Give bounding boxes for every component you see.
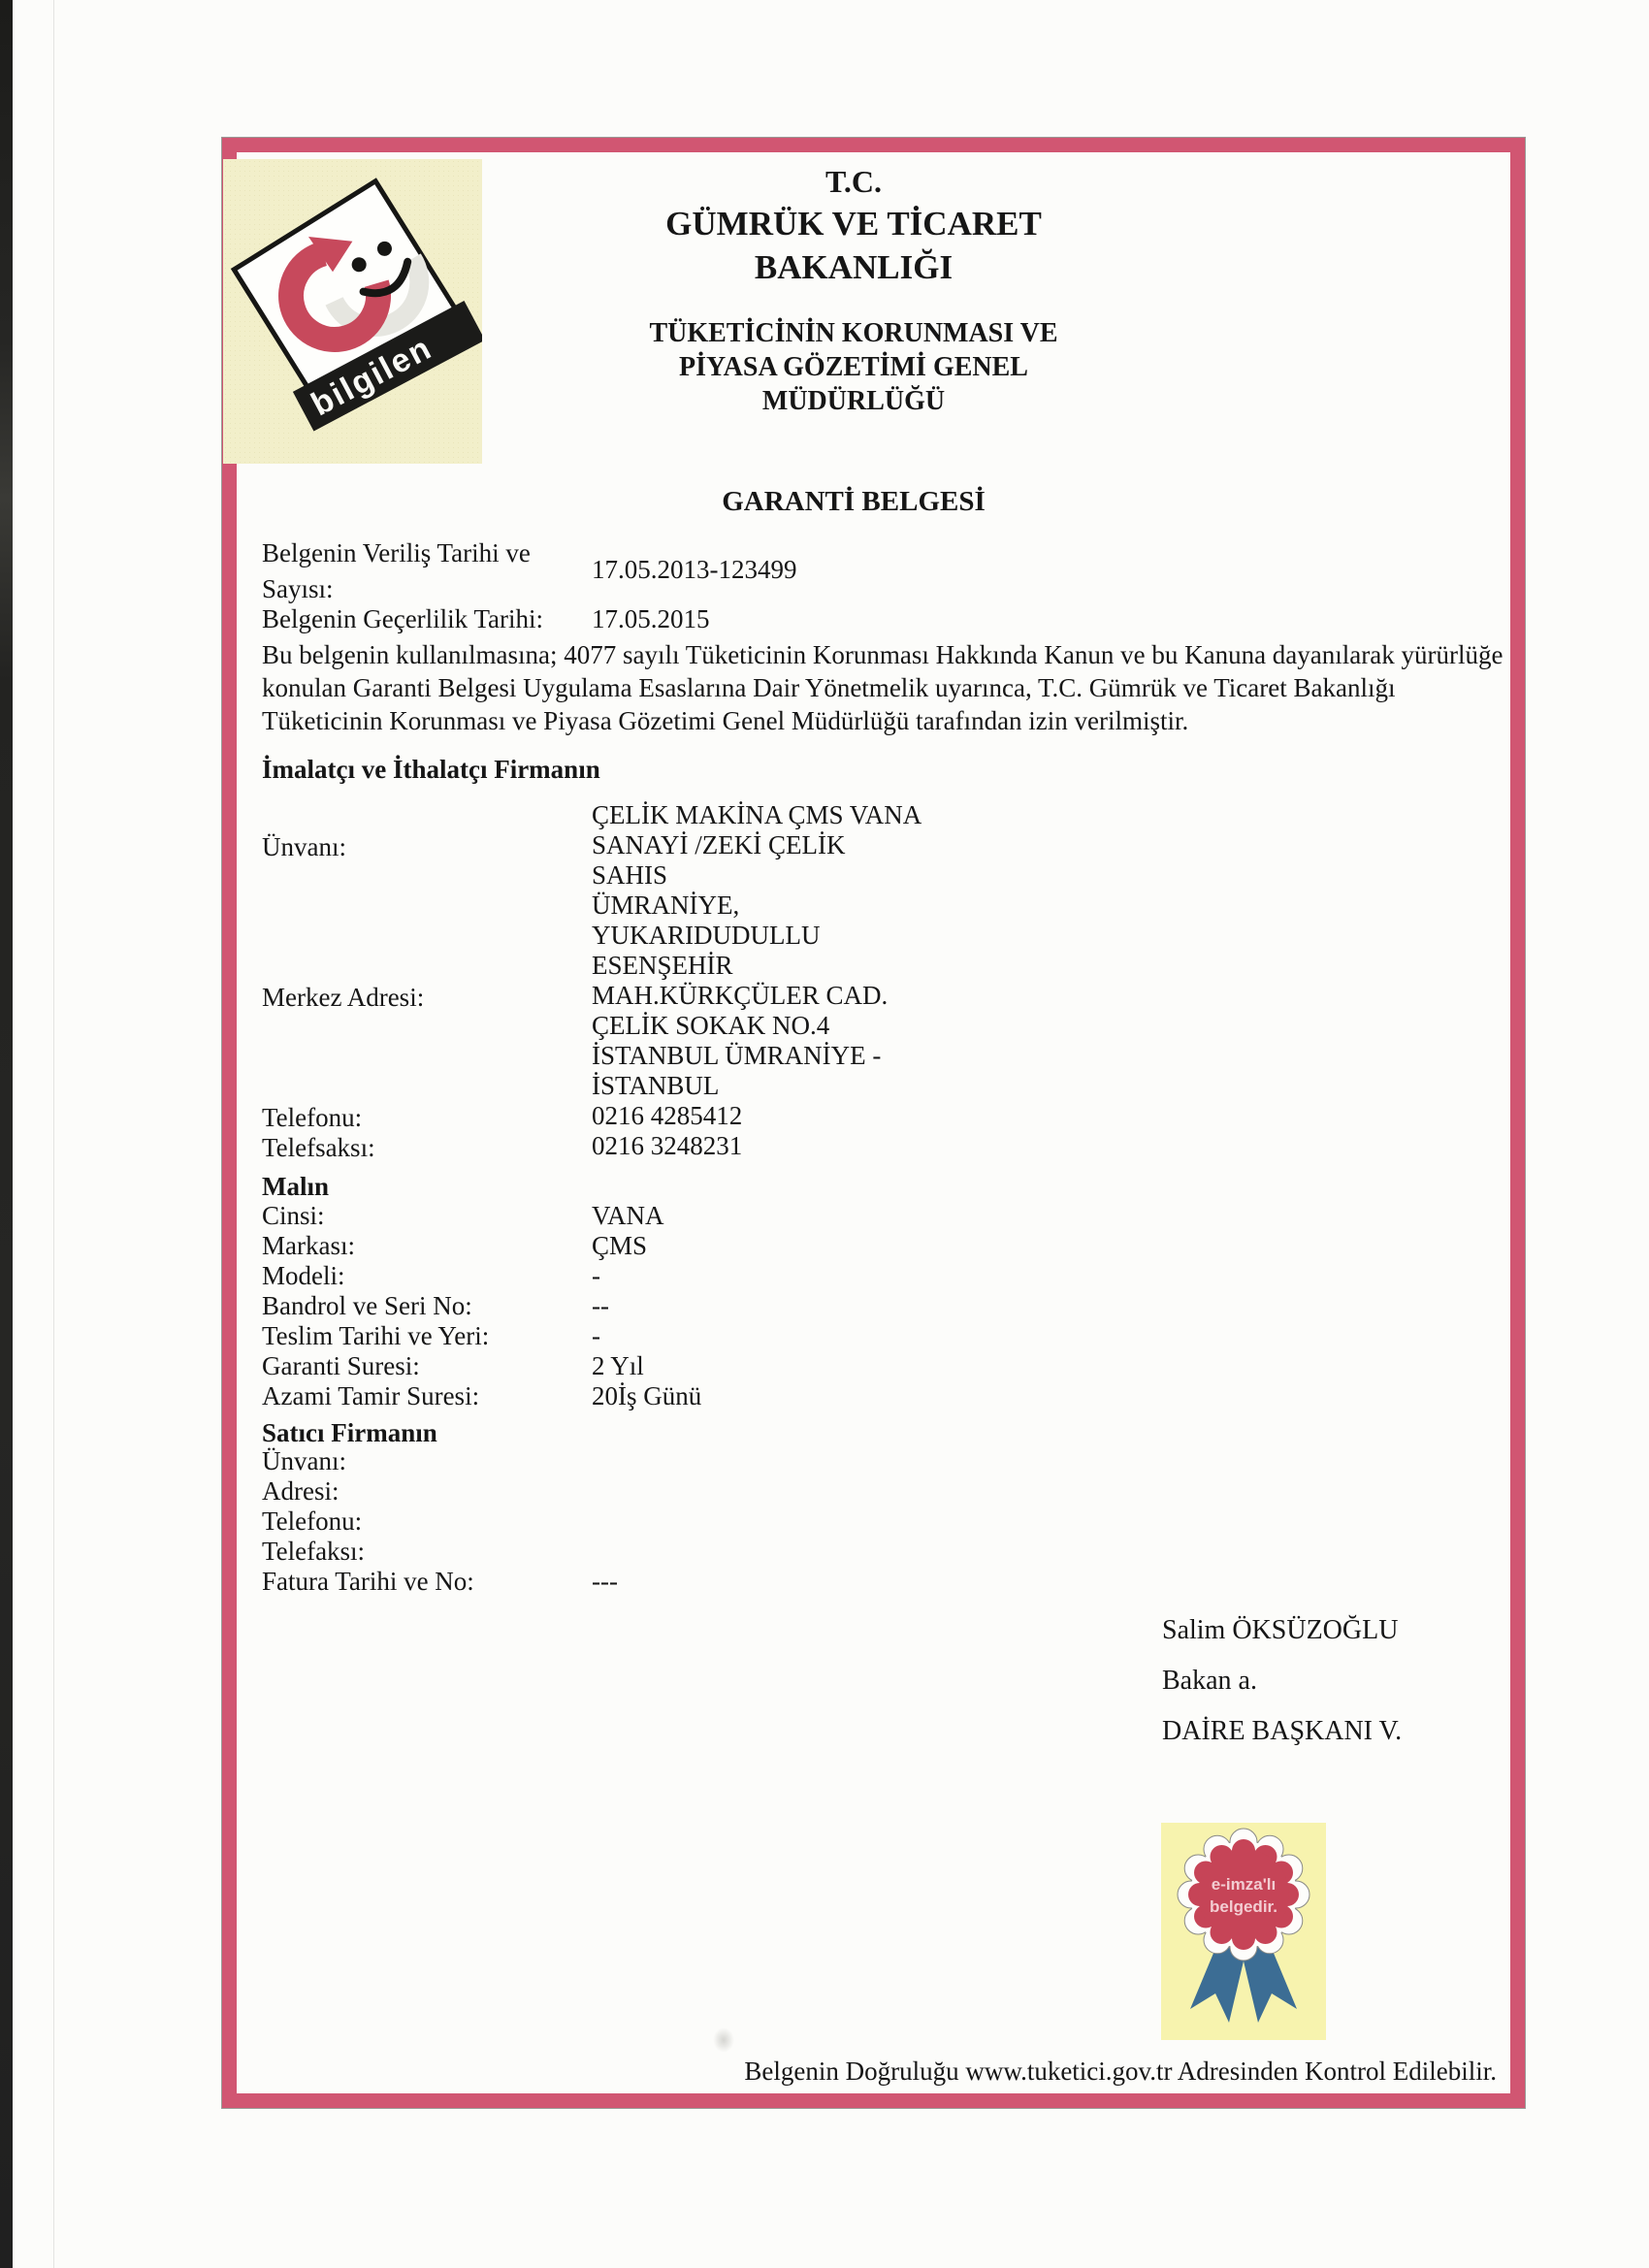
bilgilen-logo [223,159,482,464]
ministry-name-line2: BAKANLIĞI [754,248,954,286]
field-label: Cinsi: [262,1201,325,1230]
field-value: ÇMS [592,1231,648,1260]
product-row-modeli [262,1261,701,1291]
manufacturer-fax-label: Telefsaksı: [262,1133,375,1162]
permission-paragraph: Bu belgenin kullanılmasına; 4077 sayılı Tüketicinin Korunması Hakkında Kanun ve bu Kanuna dayanılarak yürürlüğe konulan Garanti Belgesi Uygulama Esaslarına Dair Yönetmelik uyarınca, T.C. Gümrük ve Ticaret Bakanlığı Tüketicinin Korunması ve Piyasa Gözetimi Genel Müdürlüğü tarafından izin verilmiştir. [262,640,1504,735]
document-title: GARANTİ BELGESİ [722,486,986,517]
manufacturer-values-column [592,800,922,1161]
product-row-cinsi [262,1201,701,1231]
signatory-title-1: Bakan a. [1162,1666,1257,1696]
ministry-header [504,161,1203,418]
product-section-heading: Malın [262,1172,330,1201]
bilgilen-logo-graphic [223,159,482,464]
field-label: Adresi: [262,1476,340,1506]
product-row-teslim [262,1321,701,1351]
field-label: Teslim Tarihi ve Yeri: [262,1321,490,1350]
issue-date-label: Belgenin Veriliş Tarihi ve Sayısı: [262,538,531,603]
field-value: -- [592,1291,609,1320]
field-label: Fatura Tarihi ve No: [262,1567,474,1596]
product-field-list [262,1201,701,1411]
field-value: 2 Yıl [592,1351,644,1380]
manufacturer-title-label: Ünvanı: [262,832,346,861]
seller-row-unvani [262,1446,618,1476]
field-value: - [592,1321,600,1350]
field-label: Modeli: [262,1261,345,1290]
logo-banner-text: bilgilen [305,329,438,424]
signatory-name: Salim ÖKSÜZOĞLU [1162,1615,1399,1645]
signature-block [1162,1614,1402,1766]
field-label: Markası: [262,1231,355,1260]
seller-row-telefonu [262,1507,618,1537]
ministry-name-line1: GÜMRÜK VE TİCARET [665,205,1042,243]
manufacturer-fax-value: 0216 3248231 [592,1131,743,1160]
field-label: Garanti Suresi: [262,1351,420,1380]
field-value: --- [592,1567,618,1596]
seal-text-line1: e-imza'lı [1211,1875,1277,1894]
field-label: Azami Tamir Suresi: [262,1381,480,1410]
field-label: Ünvanı: [262,1446,346,1475]
manufacturer-phone-value: 0216 4285412 [592,1101,743,1130]
field-label: Telefonu: [262,1507,363,1536]
manufacturer-phone-label: Telefonu: [262,1103,363,1132]
seller-row-telefaksi [262,1537,618,1567]
product-row-azami-tamir [262,1381,701,1411]
header-tc: T.C. [824,164,883,199]
field-label: Telefaksı: [262,1537,366,1566]
rosette-ribbon-icon [1161,1823,1326,2040]
issue-date-value: 17.05.2013-123499 [592,555,797,584]
manufacturer-address-label: Merkez Adresi: [262,983,425,1012]
validity-date-label: Belgenin Geçerlilik Tarihi: [262,604,544,633]
manufacturer-title-value: ÇELİK MAKİNA ÇMS VANA SANAYİ /ZEKİ ÇELİK SAHIS [592,800,922,890]
product-row-garanti [262,1351,701,1381]
seal-text-line2: belgedir. [1210,1897,1277,1916]
directorate-name: TÜKETİCİNİN KORUNMASI VE PİYASA GÖZETİMİ GENEL MÜDÜRLÜĞÜ [649,318,1058,416]
scan-smudge-artifact [713,2027,734,2053]
field-label: Bandrol ve Seri No: [262,1291,472,1320]
field-value: - [592,1261,600,1290]
manufacturer-address-value: ÜMRANİYE, YUKARIDUDULLU ESENŞEHİR MAH.KÜRKÇÜLER CAD. ÇELİK SOKAK NO.4 İSTANBUL ÜMRANİYE - İSTANBUL [592,891,889,1100]
paper-edge-line [53,0,54,2268]
scanner-edge-shadow [0,0,13,2268]
seller-field-list [262,1446,618,1597]
seller-row-fatura [262,1567,618,1597]
signatory-title-2: DAİRE BAŞKANI V. [1162,1716,1403,1746]
seller-row-adresi [262,1476,618,1507]
field-value: VANA [592,1201,664,1230]
product-row-bandrol [262,1291,701,1321]
field-value: 20İş Günü [592,1381,702,1410]
manufacturer-section-heading: İmalatçı ve İthalatçı Firmanın [262,755,600,784]
e-signature-seal [1161,1823,1326,2040]
validity-date-value: 17.05.2015 [592,604,710,633]
seller-section-heading: Satıcı Firmanın [262,1418,437,1447]
footer-verification-text: Belgenin Doğruluğu www.tuketici.gov.tr Adresinden Kontrol Edilebilir. [744,2057,1497,2086]
product-row-markasi [262,1231,701,1261]
